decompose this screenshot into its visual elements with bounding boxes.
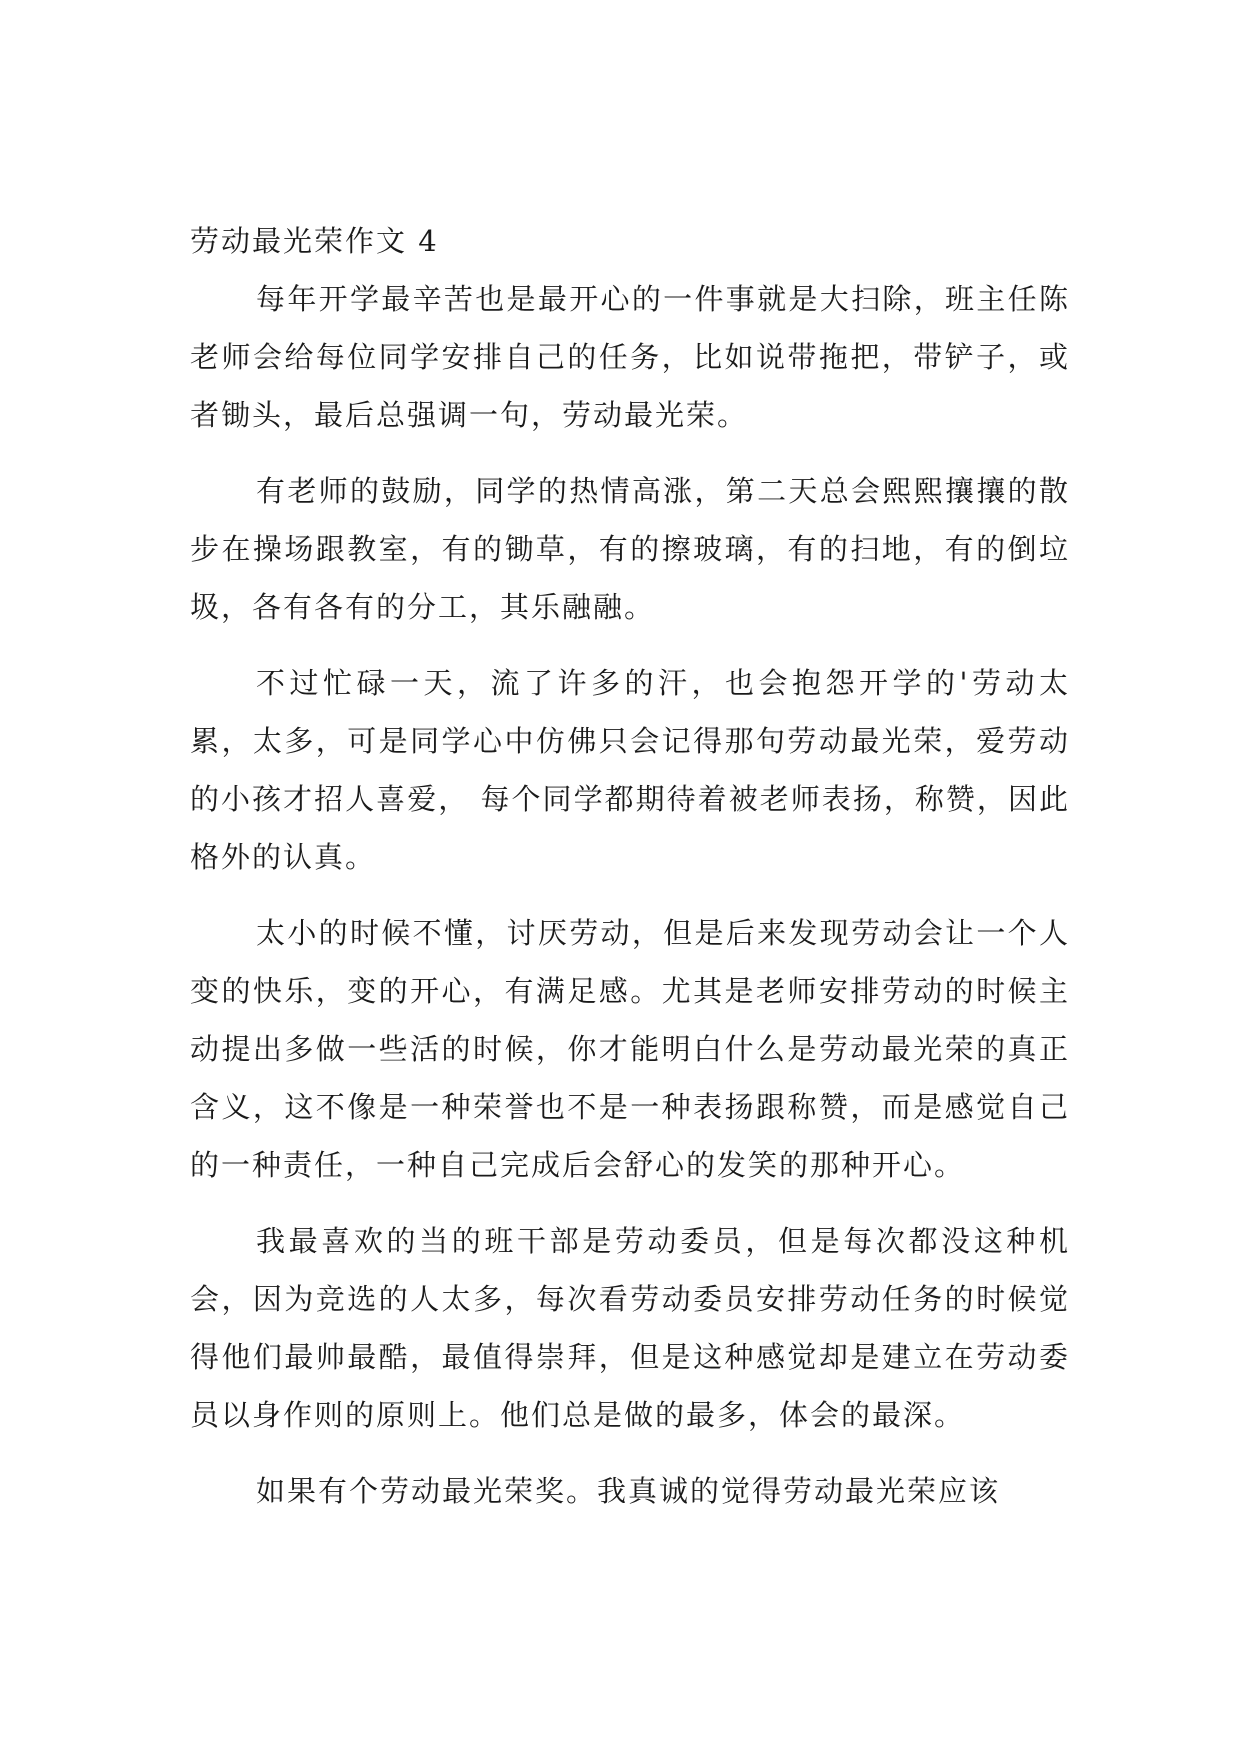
- paragraph: 不过忙碌一天，流了许多的汗，也会抱怨开学的'劳动太累，太多，可是同学心中仿佛只会记得那句劳动最光荣，爱劳动的小孩才招人喜爱， 每个同学都期待着被老师表扬，称赞，因此格外的认真。: [190, 666, 1070, 874]
- paragraph: 太小的时候不懂，讨厌劳动，但是后来发现劳动会让一个人变的快乐，变的开心，有满足感。尤其是老师安排劳动的时候主动提出多做一些活的时候，你才能明白什么是劳动最光荣的真正含义，这不像是一种荣誉也不是一种表扬跟称赞，而是感觉自己的一种责任，一种自己完成后会舒心的发笑的那种开心。: [190, 916, 1070, 1182]
- paragraph: 每年开学最辛苦也是最开心的一件事就是大扫除，班主任陈老师会给每位同学安排自己的任务，比如说带拖把，带铲子，或者锄头，最后总强调一句，劳动最光荣。: [190, 282, 1070, 432]
- paragraph: 有老师的鼓励，同学的热情高涨，第二天总会熙熙攘攘的散步在操场跟教室，有的锄草，有的擦玻璃，有的扫地，有的倒垃圾，各有各有的分工，其乐融融。: [190, 474, 1070, 624]
- paragraph: 我最喜欢的当的班干部是劳动委员，但是每次都没这种机会，因为竞选的人太多，每次看劳动委员安排劳动任务的时候觉得他们最帅最酷，最值得崇拜，但是这种感觉却是建立在劳动委员以身作则的原则上。他们总是做的最多，体会的最深。: [190, 1224, 1070, 1432]
- document-page: [190, 212, 1070, 1538]
- document-title: 劳动最光荣作文 4: [190, 224, 439, 258]
- paragraph: 如果有个劳动最光荣奖。我真诚的觉得劳动最光荣应该: [256, 1474, 1001, 1508]
